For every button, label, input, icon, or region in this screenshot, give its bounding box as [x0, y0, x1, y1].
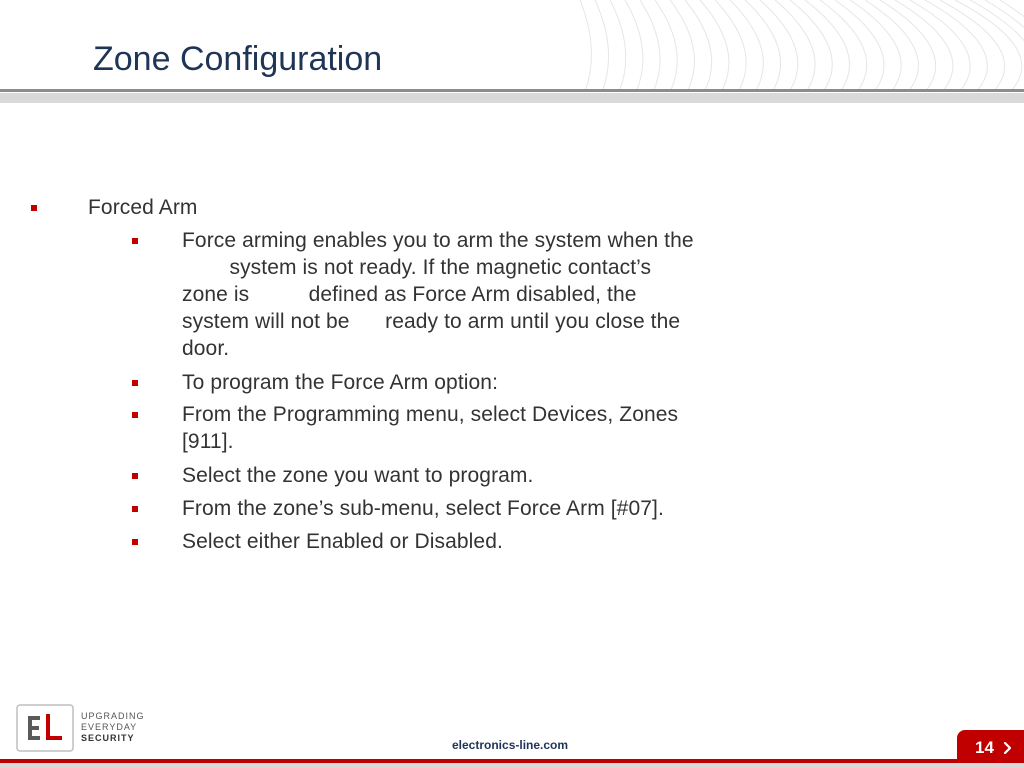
el-logo [16, 704, 74, 752]
website-link[interactable]: electronics-line.com [452, 738, 569, 752]
bullet-icon [132, 412, 138, 418]
list-item-line: Force arming enables you to arm the system when the [182, 229, 694, 252]
page-number: 14 [975, 738, 994, 757]
tagline [81, 711, 145, 744]
list-item-line: To program the Force Arm option: [182, 371, 499, 394]
list-item-line: door. [182, 337, 230, 360]
bullet-icon [132, 473, 138, 479]
list-item-level1: Forced Arm [88, 196, 198, 219]
list-item-line: system will not be ready to arm until you close the [182, 310, 681, 333]
slide-title: Zone Configuration [93, 40, 383, 78]
bullet-icon [132, 506, 138, 512]
list-item-line: Select either Enabled or Disabled. [182, 530, 503, 553]
footer-divider-shadow [0, 763, 1024, 768]
list-item-line: zone is defined as Force Arm disabled, the [182, 283, 637, 306]
bullet-icon [132, 539, 138, 545]
chevron-right-icon[interactable] [1003, 741, 1013, 755]
bullet-icon [132, 238, 138, 244]
list-item-line: Select the zone you want to program. [182, 464, 534, 487]
list-item-line: system is not ready. If the magnetic contact’s [182, 256, 652, 279]
tagline-line: UPGRADING [81, 711, 145, 721]
tagline-line: SECURITY [81, 733, 135, 743]
list-item-line: From the zone’s sub-menu, select Force Arm [#07]. [182, 497, 664, 520]
bullet-icon [132, 380, 138, 386]
list-item-line: [911]. [182, 430, 234, 453]
bullet-icon [31, 205, 37, 211]
list-item-line: From the Programming menu, select Devices, Zones [182, 403, 679, 426]
tagline-line: EVERYDAY [81, 722, 138, 732]
